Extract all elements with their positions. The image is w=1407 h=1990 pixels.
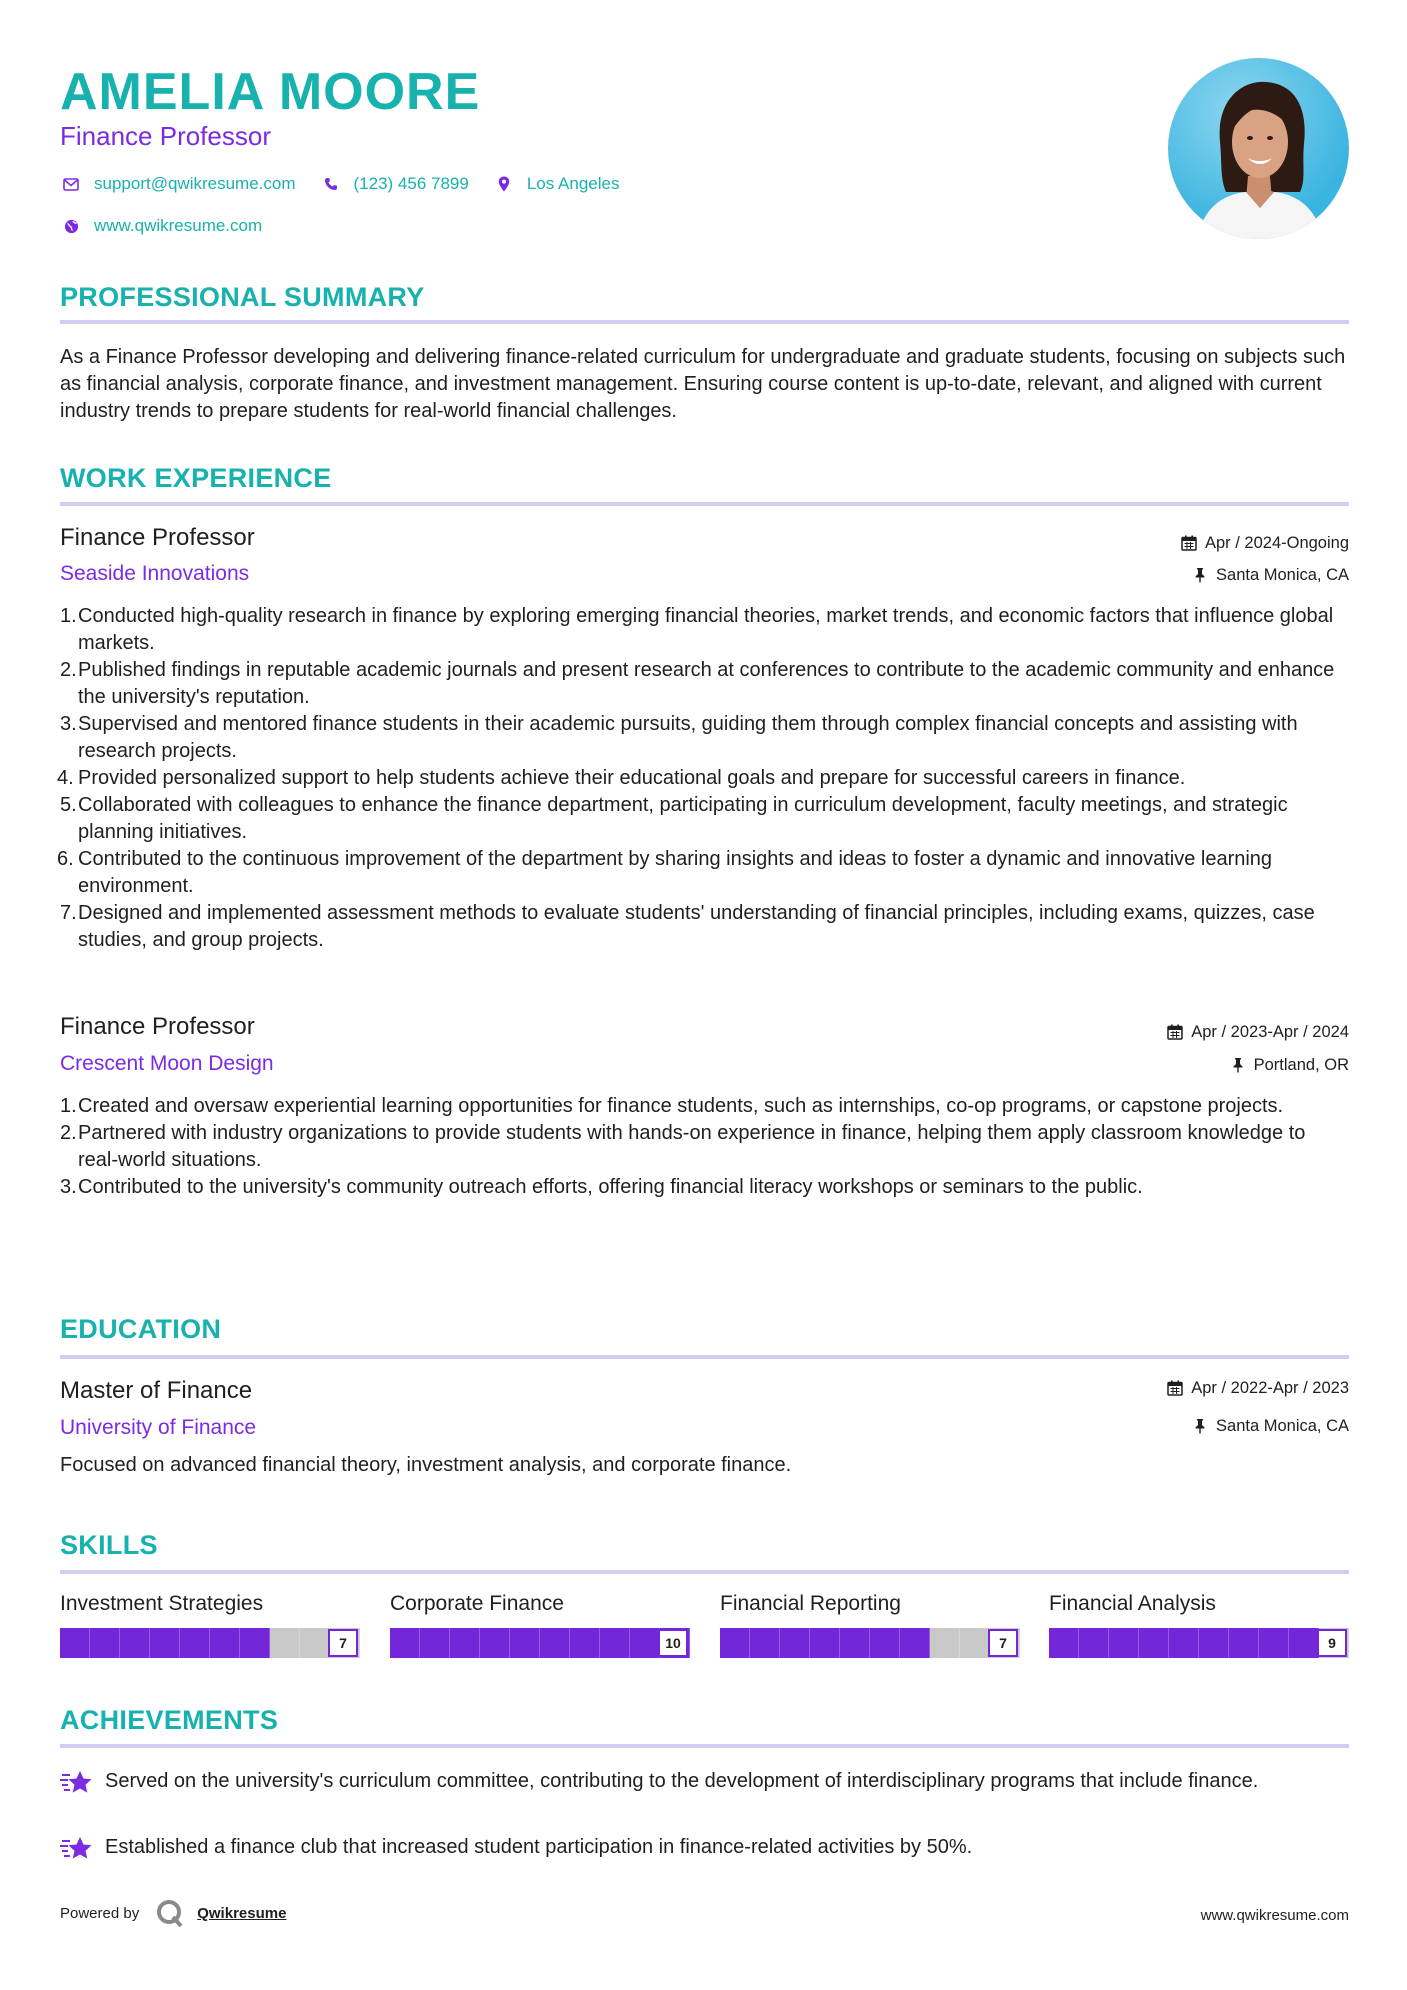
achievement-item — [60, 1834, 1349, 1864]
list-item: 1. Conducted high-quality research in finance by exploring emerging financial theories, market trends, and economic factors that influence global markets. — [60, 605, 1334, 654]
skill-segment — [540, 1628, 570, 1658]
skill-segment — [1259, 1628, 1289, 1658]
candidate-title: Finance Professor — [60, 121, 271, 151]
contact-phone[interactable] — [320, 173, 469, 195]
skill-segment — [510, 1628, 540, 1658]
summary-heading: PROFESSIONAL SUMMARY — [60, 282, 425, 312]
job-2-dates-text: Apr / 2023-Apr / 2024 — [1191, 1023, 1349, 1041]
skill-name: Corporate Finance — [390, 1592, 564, 1615]
candidate-name: AMELIA MOORE — [60, 63, 481, 121]
skill-3 — [720, 1590, 1020, 1658]
education-dates-text: Apr / 2022-Apr / 2023 — [1191, 1379, 1349, 1397]
education-description: Focused on advanced financial theory, investment analysis, and corporate finance. — [60, 1454, 792, 1476]
star-icon — [60, 1834, 94, 1864]
job-1-location-text: Santa Monica, CA — [1216, 566, 1349, 584]
pushpin-icon — [1192, 567, 1208, 583]
calendar-icon — [1167, 1380, 1183, 1396]
job-1-role: Finance Professor — [60, 524, 255, 551]
skills-heading: SKILLS — [60, 1530, 158, 1560]
qwikresume-link[interactable]: Qwikresume — [197, 1904, 287, 1922]
skill-segment — [450, 1628, 480, 1658]
skill-segment — [1199, 1628, 1229, 1658]
skill-segment — [390, 1628, 420, 1658]
skill-segment — [840, 1628, 870, 1658]
skill-segment — [60, 1628, 90, 1658]
skill-level: 9 — [1317, 1629, 1347, 1657]
skill-segment — [780, 1628, 810, 1658]
job-1-dates — [1181, 532, 1349, 554]
pushpin-icon — [1230, 1057, 1246, 1073]
skill-2 — [390, 1590, 690, 1658]
experience-divider — [60, 502, 1349, 506]
skill-segment — [570, 1628, 600, 1658]
skill-segment — [1139, 1628, 1169, 1658]
education-location-text: Santa Monica, CA — [1216, 1417, 1349, 1435]
job-2-bullets — [60, 1093, 1349, 1201]
job-1-bullets — [57, 603, 1349, 954]
calendar-icon — [1181, 535, 1197, 551]
resume-page — [57, 0, 1349, 1990]
achievements-divider — [60, 1744, 1349, 1748]
skill-segment — [930, 1628, 960, 1658]
skill-segment — [240, 1628, 270, 1658]
skill-segment — [180, 1628, 210, 1658]
skill-meter — [1049, 1628, 1349, 1658]
skill-segment — [720, 1628, 750, 1658]
job-2-role: Finance Professor — [60, 1013, 255, 1040]
skill-name: Financial Analysis — [1049, 1592, 1216, 1615]
skill-name: Investment Strategies — [60, 1592, 264, 1615]
education-degree: Master of Finance — [60, 1377, 253, 1404]
skill-segment — [120, 1628, 150, 1658]
skill-level: 10 — [658, 1629, 688, 1657]
skill-1 — [60, 1590, 360, 1658]
skill-meter — [390, 1628, 690, 1658]
summary-divider — [60, 320, 1349, 324]
job-1-company: Seaside Innovations — [60, 562, 250, 585]
skill-segment — [90, 1628, 120, 1658]
qwikresume-logo-icon — [155, 1898, 185, 1928]
achievements-heading: ACHIEVEMENTS — [60, 1705, 279, 1735]
calendar-icon — [1167, 1024, 1183, 1040]
list-item: 1. Created and oversaw experiential learning opportunities for finance students, such as internships, co-op programs, or capstone projects. — [60, 1095, 1284, 1117]
skill-segment — [1289, 1628, 1319, 1658]
list-item: 7. Designed and implemented assessment methods to evaluate students' understanding of financial principles, including exams, quizzes, case studies, and group projects. — [60, 902, 1315, 951]
contact-email[interactable] — [60, 173, 296, 195]
list-item: 2. Partnered with industry organizations to provide students with hands-on experience in finance, helping them apply classroom knowledge to real-world situations. — [60, 1122, 1306, 1171]
footer-powered-by — [60, 1898, 286, 1928]
list-item: 3. Contributed to the university's community outreach efforts, offering financial literacy workshops or seminars to the public. — [60, 1176, 1143, 1198]
skill-level: 7 — [988, 1629, 1018, 1657]
job-2-dates — [1167, 1021, 1349, 1043]
education-dates — [1167, 1377, 1349, 1399]
list-item: 6. Contributed to the continuous improvement of the department by sharing insights and ideas to foster a dynamic and innovative learning environment. — [57, 848, 1273, 897]
skill-segment — [810, 1628, 840, 1658]
skill-segment — [270, 1628, 300, 1658]
job-1-dates-text: Apr / 2024-Ongoing — [1204, 534, 1349, 552]
skill-segment — [1169, 1628, 1199, 1658]
skill-segment — [480, 1628, 510, 1658]
job-2-location — [1230, 1054, 1349, 1076]
skill-meter — [720, 1628, 1020, 1658]
experience-heading: WORK EXPERIENCE — [60, 463, 332, 493]
skill-4 — [1049, 1590, 1349, 1658]
achievement-text: Established a finance club that increased student participation in finance-related activities by 50%. — [105, 1836, 973, 1858]
summary-text: As a Finance Professor developing and delivering finance-related curriculum for undergraduate and graduate students, focusing on subjects such as financial analysis, corporate finance, and investment management. Ensuring course content is up-to-date, relevant, and aligned with current industry trends to prepare students for real-world financial challenges. — [60, 346, 1346, 422]
education-divider — [60, 1355, 1349, 1359]
achievement-text: Served on the university's curriculum committee, contributing to the development of interdisciplinary programs that include finance. — [105, 1770, 1259, 1792]
skill-segment — [210, 1628, 240, 1658]
education-heading: EDUCATION — [60, 1314, 222, 1344]
skill-segment — [900, 1628, 930, 1658]
map-pin-icon — [493, 173, 515, 195]
skill-segment — [870, 1628, 900, 1658]
list-item: 3. Supervised and mentored finance students in their academic pursuits, guiding them through complex financial concepts and assisting with research projects. — [60, 713, 1298, 762]
contact-block — [60, 172, 643, 256]
list-item: 5. Collaborated with colleagues to enhance the finance department, participating in curriculum development, faculty meetings, and strategic planning initiatives. — [60, 794, 1288, 843]
skill-segment — [1229, 1628, 1259, 1658]
skill-segment — [750, 1628, 780, 1658]
footer-url[interactable]: www.qwikresume.com — [1200, 1907, 1349, 1924]
phone-icon — [320, 173, 342, 195]
phone-text: (123) 456 7899 — [353, 174, 469, 193]
contact-location — [493, 173, 620, 195]
skills-divider — [60, 1570, 1349, 1574]
skill-segment — [300, 1628, 330, 1658]
education-school: University of Finance — [60, 1416, 257, 1439]
skill-segment — [1079, 1628, 1109, 1658]
skill-meter — [60, 1628, 360, 1658]
skill-name: Financial Reporting — [720, 1592, 901, 1615]
achievement-item — [60, 1768, 1349, 1798]
job-2-company: Crescent Moon Design — [60, 1052, 274, 1075]
globe-icon — [60, 215, 82, 237]
skill-segment — [1109, 1628, 1139, 1658]
skill-segment — [150, 1628, 180, 1658]
skill-segment — [630, 1628, 660, 1658]
email-text: support@qwikresume.com — [94, 174, 296, 193]
skill-segment — [960, 1628, 990, 1658]
job-1-location — [1192, 564, 1349, 586]
location-text: Los Angeles — [526, 174, 620, 193]
skill-segment — [1049, 1628, 1079, 1658]
skill-level: 7 — [328, 1629, 358, 1657]
list-item: 2. Published findings in reputable academic journals and present research at conferences to contribute to the academic community and enhance the university's reputation. — [60, 659, 1335, 708]
profile-photo — [1168, 58, 1349, 239]
skill-segment — [600, 1628, 630, 1658]
star-icon — [60, 1768, 94, 1798]
contact-website[interactable] — [60, 215, 262, 237]
education-location — [1192, 1415, 1349, 1437]
website-text: www.qwikresume.com — [94, 216, 263, 235]
envelope-icon — [60, 173, 82, 195]
job-2-location-text: Portland, OR — [1253, 1056, 1349, 1074]
pushpin-icon — [1192, 1418, 1208, 1434]
list-item: 4. Provided personalized support to help students achieve their educational goals and prepare for successful careers in finance. — [57, 767, 1186, 789]
skill-segment — [420, 1628, 450, 1658]
powered-by-label: Powered by — [60, 1904, 140, 1922]
